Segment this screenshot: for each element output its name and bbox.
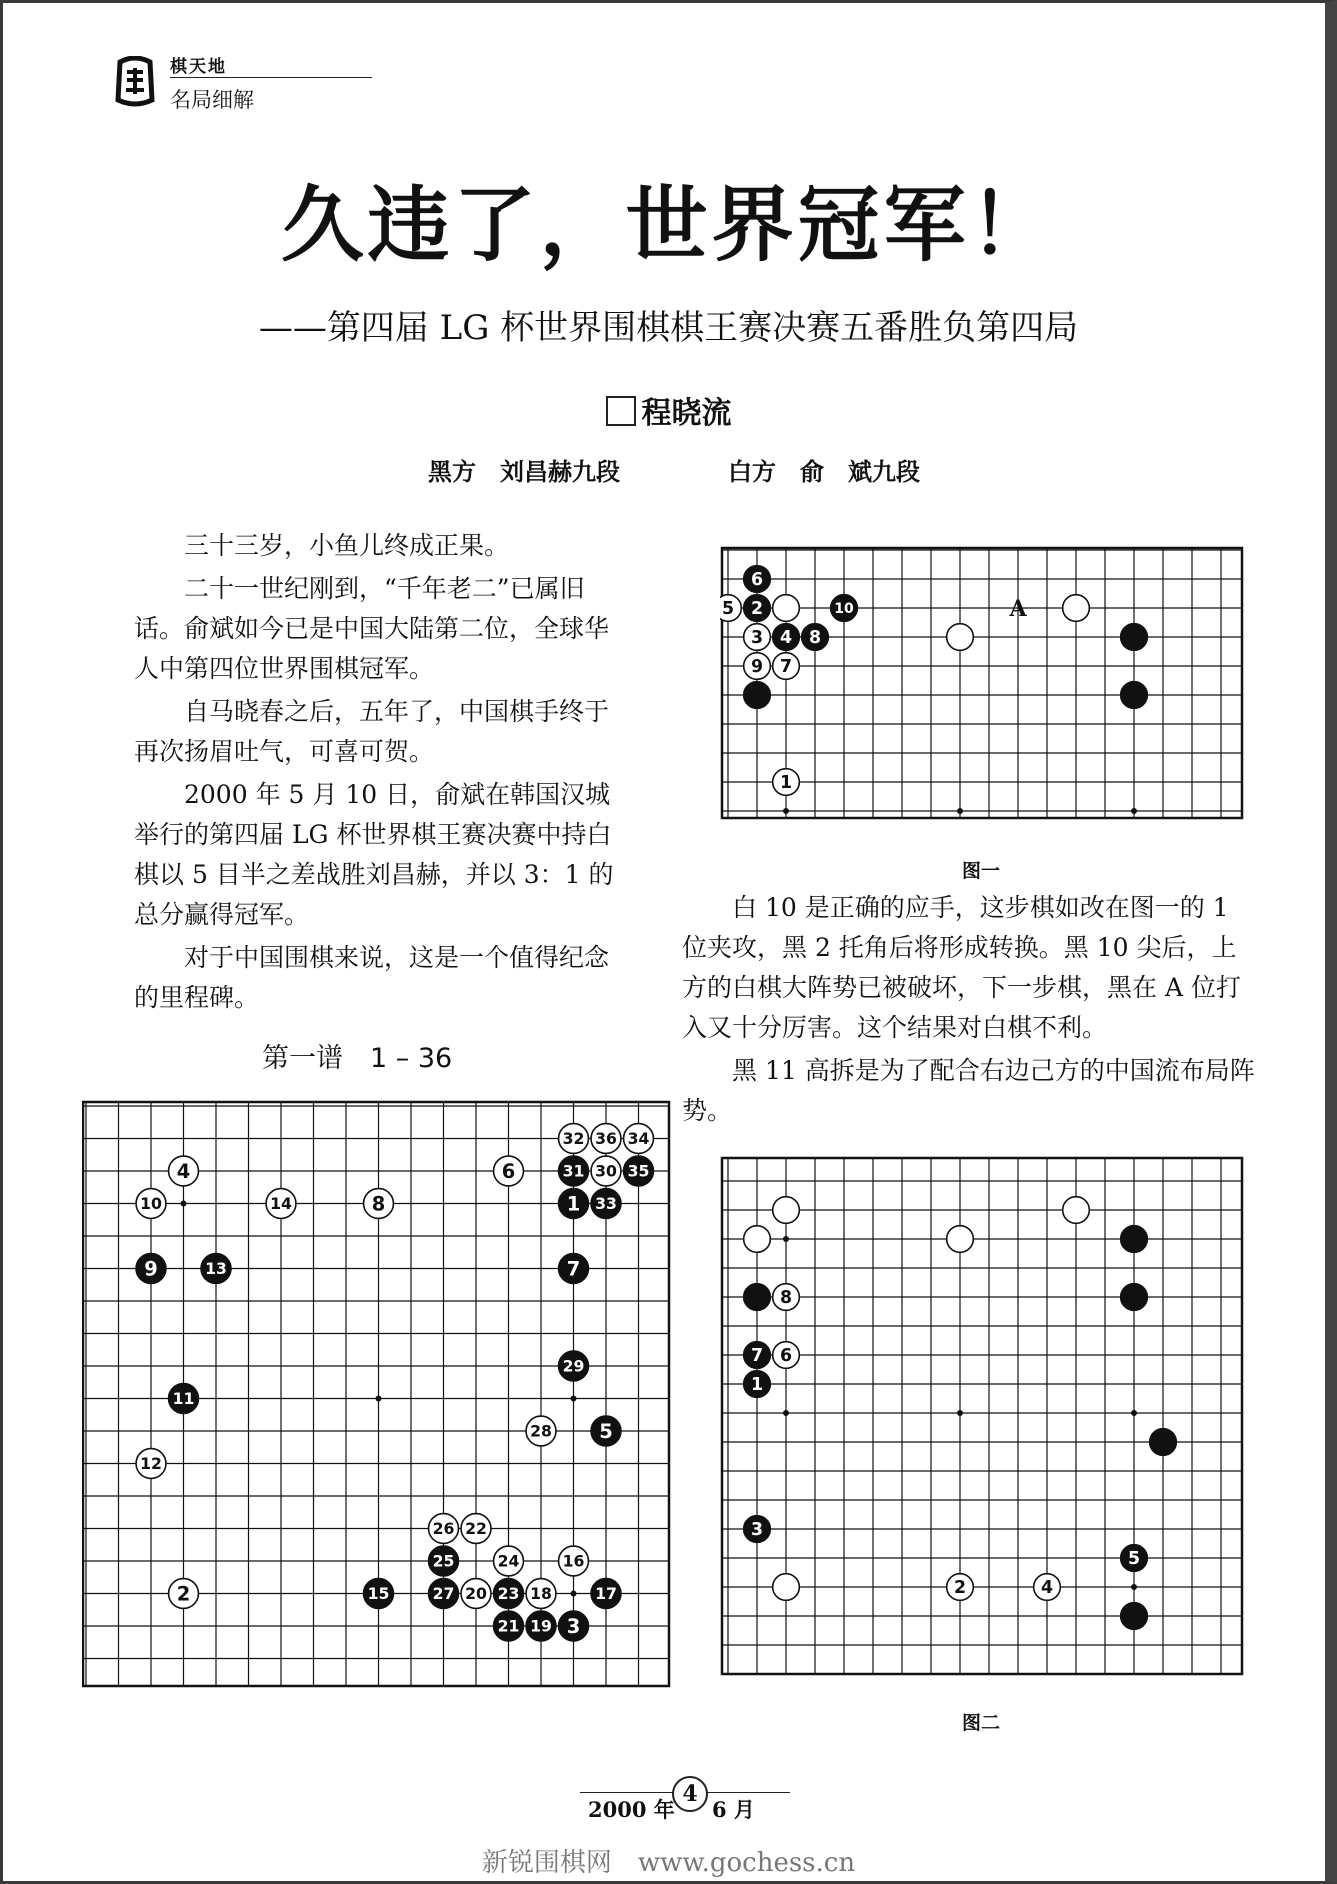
- move-number: 34: [627, 1129, 650, 1149]
- left-paragraph: 2000 年 5 月 10 日，俞斌在韩国汉城举行的第四届 LG 杯世界棋王赛决赛中持白棋以 5 目半之差战胜刘昌赫，并以 3：1 的总分赢得冠军。: [134, 780, 614, 929]
- black-stone: [1121, 624, 1148, 651]
- black-stone: [744, 682, 771, 709]
- black-player: 黑方 刘昌赫九段: [428, 458, 620, 486]
- move-number: 6: [750, 570, 764, 591]
- white-player: 白方 俞 斌九段: [728, 458, 920, 486]
- move-number: 2: [953, 1578, 967, 1599]
- move-number: 4: [779, 628, 793, 649]
- move-number: 6: [779, 1346, 793, 1367]
- footer-year: 2000 年: [588, 1797, 675, 1822]
- move-number: 2: [750, 599, 764, 620]
- black-stone: [1121, 682, 1148, 709]
- move-number: 10: [834, 601, 854, 618]
- board-border: [722, 1158, 1242, 1674]
- star-point: [571, 1396, 577, 1402]
- move-number: 5: [721, 599, 735, 620]
- white-stone: [1063, 1197, 1090, 1224]
- black-stone: [744, 1284, 771, 1311]
- move-number: 22: [465, 1519, 487, 1539]
- right-column-text: [682, 888, 1258, 1134]
- move-number: 20: [465, 1584, 487, 1604]
- author-line: [0, 388, 1337, 432]
- move-number: 8: [371, 1192, 386, 1216]
- left-column-text: [134, 526, 626, 1021]
- star-point: [181, 1201, 187, 1207]
- move-number: 5: [1127, 1549, 1141, 1570]
- star-point: [957, 808, 963, 814]
- move-number: 14: [270, 1194, 292, 1214]
- move-number: 8: [808, 628, 822, 649]
- author-box-icon: [606, 396, 636, 426]
- white-stone: [1063, 595, 1090, 622]
- white-stone: [744, 1226, 771, 1253]
- move-number: 32: [562, 1129, 585, 1149]
- move-number: 7: [750, 1346, 764, 1367]
- move-number: 12: [140, 1454, 162, 1474]
- move-number: 4: [176, 1159, 191, 1183]
- move-number: 19: [530, 1616, 552, 1636]
- magazine-name: 棋天地: [170, 57, 227, 77]
- move-number: 3: [750, 628, 764, 649]
- move-number: 2: [176, 1582, 191, 1606]
- move-number: 1: [566, 1192, 581, 1216]
- left-paragraph: 三十三岁，小鱼儿终成正果。: [184, 531, 510, 560]
- move-number: 23: [497, 1584, 520, 1604]
- move-number: 9: [144, 1257, 158, 1281]
- right-paragraph: 黑 11 高拆是为了配合右边己方的中国流布局阵势。: [682, 1056, 1255, 1125]
- move-number: 25: [432, 1551, 455, 1571]
- black-stone: [1121, 1603, 1148, 1630]
- move-number: 24: [497, 1551, 520, 1571]
- kifu-board: [82, 1100, 672, 1690]
- move-number: 29: [562, 1356, 585, 1376]
- left-paragraph: 对于中国围棋来说，这是一个值得纪念的里程碑。: [134, 943, 610, 1012]
- page-number: 4: [672, 1776, 708, 1812]
- article-subtitle: ——第四届 LG 杯世界围棋棋王赛决赛五番胜负第四局: [258, 308, 1079, 348]
- move-number: 8: [779, 1288, 793, 1309]
- kifu-label: 第一谱 1 – 36: [262, 1043, 453, 1074]
- left-paragraph: 二十一世纪刚到，“千年老二”已属旧话。俞斌如今已是中国大陆第二位，全球华人中第四位世界围棋冠军。: [134, 574, 610, 683]
- star-point: [783, 808, 789, 814]
- move-number: 18: [530, 1584, 552, 1604]
- black-stone: [1121, 1284, 1148, 1311]
- watermark: 新锐围棋网 www.gochess.cn: [481, 1848, 856, 1878]
- black-stone: [1150, 1429, 1177, 1456]
- figure2-caption: 图二: [962, 1712, 1001, 1734]
- move-number: 1: [750, 1375, 764, 1396]
- star-point: [957, 1410, 963, 1416]
- white-stone: [773, 595, 800, 622]
- move-number: 7: [779, 657, 793, 678]
- star-point: [783, 1410, 789, 1416]
- star-point: [571, 1591, 577, 1597]
- move-number: 15: [367, 1584, 390, 1604]
- move-number: 27: [432, 1584, 455, 1604]
- move-number: 16: [562, 1551, 585, 1571]
- star-point: [1131, 808, 1137, 814]
- white-stone: [947, 1226, 974, 1253]
- left-paragraph: 自马晓春之后，五年了，中国棋手终于再次扬眉吐气，可喜可贺。: [134, 697, 610, 766]
- move-number: 4: [1040, 1578, 1054, 1599]
- move-number: 33: [595, 1194, 617, 1214]
- move-number: 28: [530, 1421, 552, 1441]
- star-point: [1131, 1584, 1137, 1590]
- section-name: 名局细解: [170, 88, 254, 112]
- article-title: 久违了，世界冠军！: [281, 178, 1056, 273]
- star-point: [376, 1396, 382, 1402]
- board-border: [722, 548, 1242, 818]
- move-number: 3: [750, 1520, 764, 1541]
- white-stone: [947, 624, 974, 651]
- move-number: 3: [566, 1614, 581, 1638]
- author-name: 程晓流: [641, 396, 732, 431]
- right-paragraph: 白 10 是正确的应手，这步棋如改在图一的 1 位夹攻，黑 2 托角后将形成转换。黑 10 尖后，上方的白棋大阵势已被破坏，下一步棋，黑在 A 位打入又十分厉害。这个结果对白棋不利。: [682, 893, 1241, 1042]
- move-number: 7: [566, 1257, 581, 1281]
- move-number: 1: [779, 773, 793, 794]
- magazine-logo-icon: [112, 56, 158, 108]
- black-stone: [1121, 1226, 1148, 1253]
- figure1-caption: 图一: [962, 860, 1001, 882]
- move-number: 35: [627, 1161, 650, 1181]
- move-number: 21: [497, 1616, 520, 1636]
- footer-month: 6 月: [712, 1797, 755, 1822]
- move-number: 13: [205, 1259, 227, 1279]
- move-number: 26: [432, 1519, 455, 1539]
- white-stone: [773, 1574, 800, 1601]
- header-rule: [170, 77, 372, 78]
- figure2-board: [720, 1156, 1244, 1678]
- move-number: 9: [750, 657, 764, 678]
- move-number: 5: [599, 1419, 613, 1443]
- move-number: 30: [595, 1161, 617, 1181]
- move-number: 31: [562, 1161, 585, 1181]
- white-stone: [773, 1197, 800, 1224]
- move-number: 11: [172, 1389, 195, 1409]
- point-label-a: A: [1009, 596, 1027, 622]
- move-number: 6: [501, 1159, 516, 1183]
- move-number: 36: [595, 1129, 617, 1149]
- move-number: 10: [140, 1194, 162, 1214]
- move-number: 17: [595, 1584, 617, 1604]
- figure1-board: [720, 546, 1244, 822]
- star-point: [783, 1236, 789, 1242]
- star-point: [1131, 1410, 1137, 1416]
